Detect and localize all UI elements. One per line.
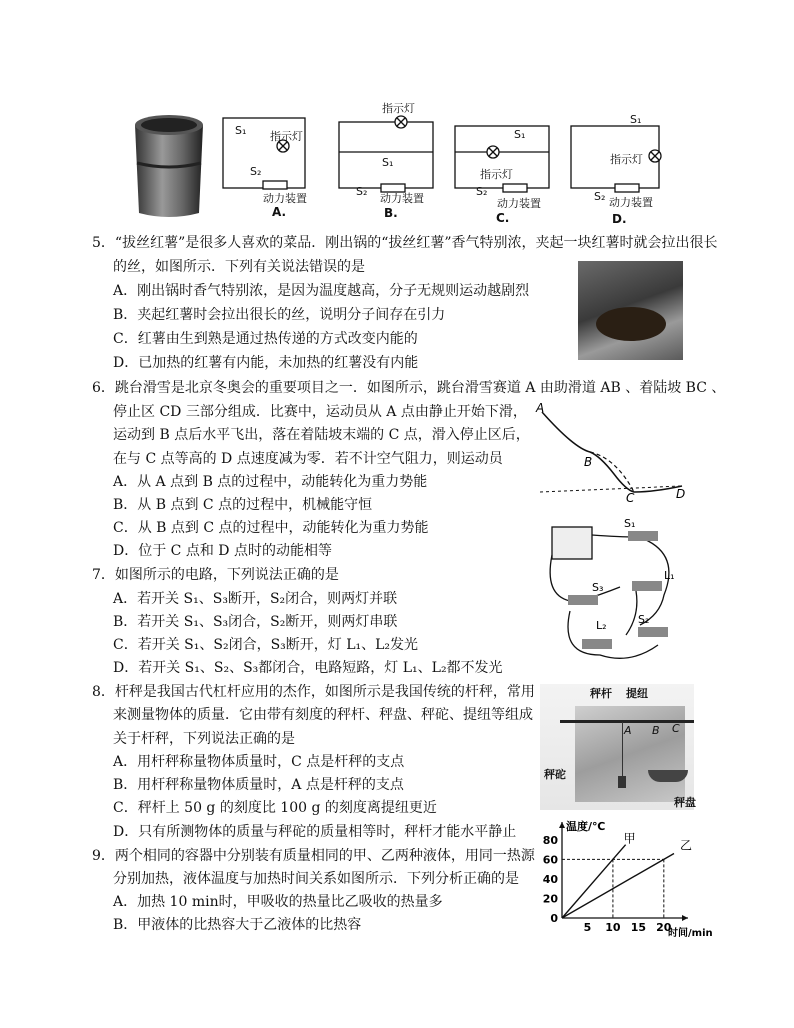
circuit-a-option: A. xyxy=(272,205,287,219)
q5-option-a: A．刚出锅时香气特别浓，是因为温度越高，分子无规则运动越剧烈 xyxy=(113,283,530,299)
q6-stem-line4: 在与 C 点等高的 D 点速度减为零．若不计空气阻力，则运动员 xyxy=(113,451,503,467)
trash-can-photo xyxy=(127,105,211,220)
physical-s2-label: S₂ xyxy=(638,613,650,626)
physical-s1-label: S₁ xyxy=(624,517,636,530)
q9-number: 9． xyxy=(92,848,115,864)
q6-stem-line3: 运动到 B 点后水平飞出，落在着陆坡末端的 C 点，滑入停止区后， xyxy=(113,427,530,443)
chart-y-tick-label: 60 xyxy=(542,853,558,867)
steelyard-knob-label: 提纽 xyxy=(626,687,648,700)
q5-stem-line1: 5．“拔丝红薯”是很多人喜欢的菜品．刚出锅的“拔丝红薯”香气特别浓，夹起一块红薯时就会拉出很长 xyxy=(92,235,718,251)
circuit-b-s2-label: S₂ xyxy=(356,185,368,198)
q7-option-b: B．若开关 S₁、S₃闭合，S₂断开，则两灯串联 xyxy=(113,614,398,630)
circuit-a-lamp-label: 指示灯 xyxy=(270,130,303,143)
physical-s3-label: S₃ xyxy=(592,581,604,594)
chart-series-line-jia xyxy=(562,845,626,918)
circuit-d-lamp-label: 指示灯 xyxy=(610,153,643,166)
q8-stem-line3: 关于杆秤，下列说法正确的是 xyxy=(113,731,295,747)
q9-stem-line1: 9．两个相同的容器中分别装有质量相同的甲、乙两种液体，用同一热源 xyxy=(92,848,535,864)
physical-l1-label: L₁ xyxy=(664,569,675,582)
level-line xyxy=(540,486,682,492)
q8-stem-line1: 8．杆秤是我国古代杠杆应用的杰作，如图所示是我国传统的杆秤，常用 xyxy=(92,684,535,700)
circuit-d-s2-label: S₂ xyxy=(594,190,606,203)
circuit-d-device-label: 动力装置 xyxy=(609,196,653,209)
q9-option-b: B．甲液体的比热容大于乙液体的比热容 xyxy=(113,917,362,933)
chart-y-label: 温度/℃ xyxy=(566,820,606,833)
physical-l2-label: L₂ xyxy=(596,619,607,632)
q8-option-c: C．秤杆上 50 g 的刻度比 100 g 的刻度离提纽更近 xyxy=(113,800,437,816)
circuit-b-option: B. xyxy=(384,206,398,220)
q6-option-a: A．从 A 点到 B 点的过程中，动能转化为重力势能 xyxy=(113,474,428,490)
circuit-c-device-label: 动力装置 xyxy=(497,197,541,210)
circuit-b xyxy=(339,116,433,192)
chart-x-tick-label: 20 xyxy=(656,921,672,934)
chart-x-tick-label: 5 xyxy=(583,921,592,934)
q7-option-d: D．若开关 S₁、S₂、S₃都闭合，电路短路，灯 L₁、L₂都不发光 xyxy=(113,660,503,676)
chart-series-label-jia: 甲 xyxy=(623,831,636,846)
chart-x-tick-label: 15 xyxy=(630,921,647,934)
chart-y-tick-label: 20 xyxy=(542,892,558,906)
q8-stem-line2: 来测量物体的质量．它由带有刻度的秤杆、秤盘、秤砣、提纽等组成 xyxy=(113,707,533,723)
steelyard-pan-label: 秤盘 xyxy=(674,796,696,809)
ski-jump-figure xyxy=(530,400,690,504)
chart-y-arrow xyxy=(559,822,565,828)
physical-circuit-figure xyxy=(540,515,690,675)
q9-option-a: A．加热 10 min时，甲吸收的热量比乙吸收的热量多 xyxy=(113,894,443,910)
q5-option-b: B．夹起红薯时会拉出很长的丝，说明分子间存在引力 xyxy=(113,307,446,323)
chart-x-arrow xyxy=(682,915,688,921)
battery-icon xyxy=(552,527,592,559)
q6-stem-line1: 6．跳台滑雪是北京冬奥会的重要项目之一．如图所示，跳台滑雪赛道 A 由助滑道 AB 、着陆坡 BC 、 xyxy=(92,380,726,396)
circuit-d-s1-label: S₁ xyxy=(630,113,642,126)
q7-option-c: C．若开关 S₁、S₂闭合，S₃断开，灯 L₁、L₂发光 xyxy=(113,637,419,653)
q7-stem: 7．如图所示的电路，下列说法正确的是 xyxy=(92,567,339,583)
q7-number: 7． xyxy=(92,567,115,583)
steelyard-rod-label: 秤杆 xyxy=(590,687,612,700)
steelyard-weight-label: 秤砣 xyxy=(544,768,566,781)
q5-number: 5． xyxy=(92,235,115,251)
circuit-d-option: D. xyxy=(612,212,627,226)
steelyard-photo xyxy=(540,684,694,810)
q9-stem-line2: 分别加热，液体温度与加热时间关系如图所示．下列分析正确的是 xyxy=(113,871,519,887)
q6-option-b: B．从 B 点到 C 点的过程中，机械能守恒 xyxy=(113,497,373,513)
q5-stem-line2: 的丝，如图所示．下列有关说法错误的是 xyxy=(113,259,365,275)
circuit-b-device-label: 动力装置 xyxy=(380,192,424,205)
chart-y-tick-label: 80 xyxy=(542,833,558,847)
circuit-a-s2-label: S₂ xyxy=(250,165,262,178)
ski-label-d: D xyxy=(676,487,686,501)
q8-number: 8． xyxy=(92,684,115,700)
circuit-a-s1-label: S₁ xyxy=(235,124,247,137)
q8-option-b: B．用杆秤称量物体质量时，A 点是杆秤的支点 xyxy=(113,777,404,793)
chart-y-tick-label: 0 xyxy=(550,912,558,925)
ski-label-a: A xyxy=(536,401,545,415)
steelyard-b-label: B xyxy=(652,724,660,737)
q5-option-d: D．已加热的红薯有内能，未加热的红薯没有内能 xyxy=(113,355,419,371)
circuit-a-device-label: 动力装置 xyxy=(263,192,307,205)
q8-option-d: D．只有所测物体的质量与秤砣的质量相等时，秤杆才能水平静止 xyxy=(113,824,517,840)
chart-y-tick-label: 40 xyxy=(542,872,558,886)
chart-x-label: 时间/min xyxy=(668,928,713,939)
q6-option-d: D．位于 C 点和 D 点时的动能相等 xyxy=(113,543,332,559)
circuit-c-s1-label: S₁ xyxy=(514,128,526,141)
sweet-potato-photo xyxy=(578,261,683,360)
q8-option-a: A．用杆秤称量物体质量时，C 点是杆秤的支点 xyxy=(113,754,405,770)
steelyard-a-label: A xyxy=(624,724,632,737)
temperature-time-chart xyxy=(532,818,713,942)
q5-option-c: C．红薯由生到熟是通过热传递的方式改变内能的 xyxy=(113,331,418,347)
ski-label-c: C xyxy=(626,491,635,505)
chart-series-label-yi: 乙 xyxy=(680,838,693,853)
steelyard-c-label: C xyxy=(672,722,680,735)
circuit-c-lamp-label: 指示灯 xyxy=(480,168,513,181)
circuit-c-option: C. xyxy=(496,211,510,225)
chart-x-tick-label: 10 xyxy=(605,921,621,934)
q7-option-a: A．若开关 S₁、S₃断开，S₂闭合，则两灯并联 xyxy=(113,591,398,607)
circuit-b-lamp-label: 指示灯 xyxy=(382,102,415,115)
circuit-c-s2-label: S₂ xyxy=(476,185,488,198)
ski-label-b: B xyxy=(584,455,593,469)
ski-track xyxy=(542,412,682,492)
circuit-b-s1-label: S₁ xyxy=(382,156,394,169)
q6-stem-line2: 停止区 CD 三部分组成．比赛中，运动员从 A 点由静止开始下滑， xyxy=(113,404,527,420)
q6-number: 6． xyxy=(92,380,115,396)
chart-series-line-yi xyxy=(562,853,674,918)
q6-option-c: C．从 B 点到 C 点的过程中，动能转化为重力势能 xyxy=(113,520,429,536)
circuit-c xyxy=(455,126,549,192)
